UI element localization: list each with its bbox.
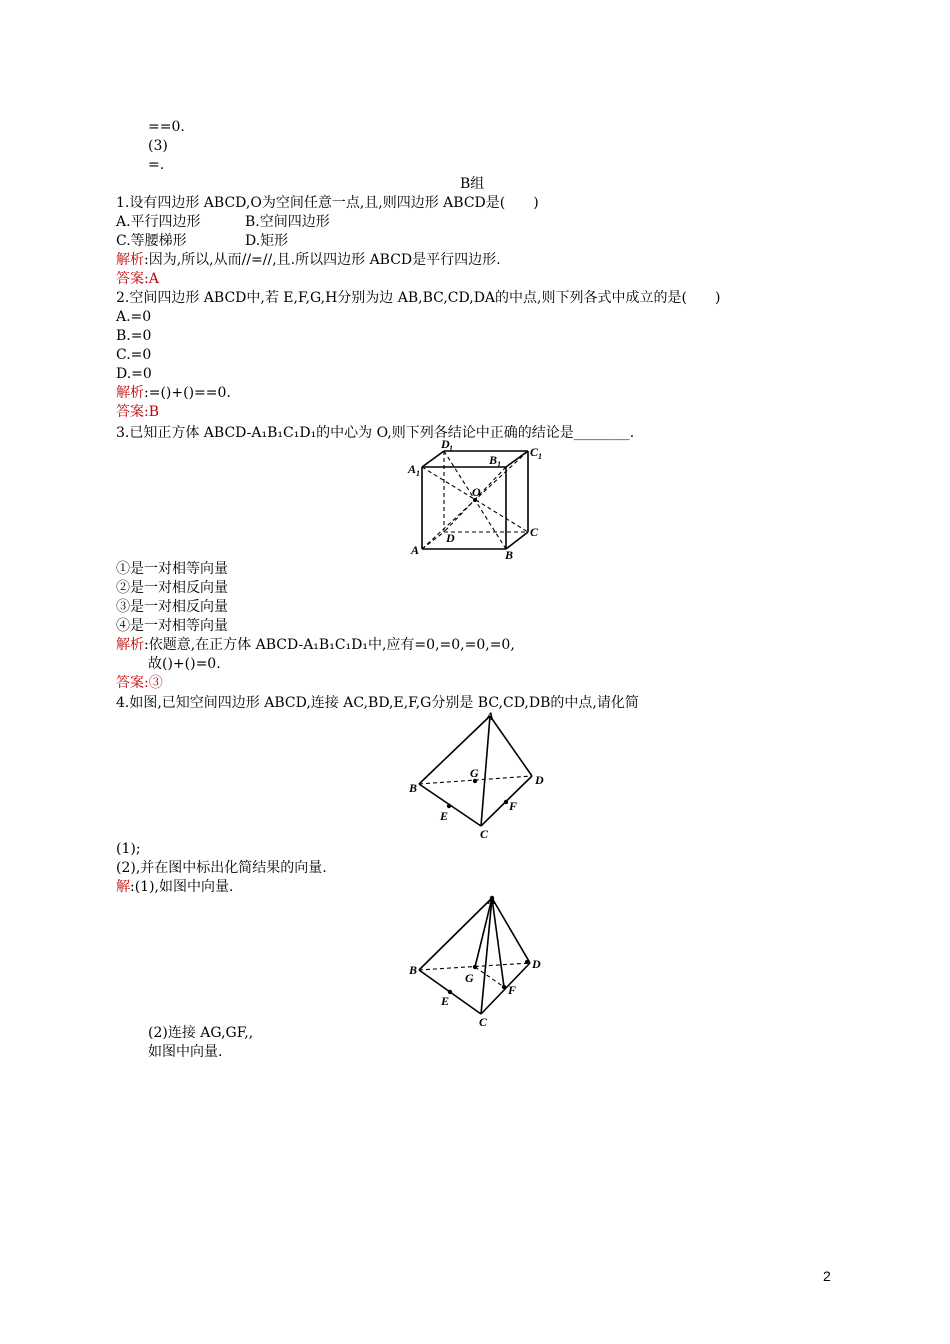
analysis-label: 解析 bbox=[116, 385, 144, 401]
q4-part-2: (2),并在图中标出化简结果的向量. bbox=[116, 860, 327, 876]
answer-text: :A bbox=[144, 271, 159, 287]
label-C1-sub: 1 bbox=[538, 452, 542, 461]
page-number: 2 bbox=[823, 1268, 831, 1284]
q1-option-c: C.等腰梯形 bbox=[116, 233, 187, 249]
label-C: C bbox=[480, 827, 489, 841]
q1-analysis bbox=[116, 251, 501, 270]
q2-option-d: D.=0 bbox=[116, 366, 152, 382]
q4-part-1: (1); bbox=[116, 841, 141, 857]
q3-stem: 3.已知正方体 ABCD-A₁B₁C₁D₁的中心为 O,则下列各结论中正确的结论是________. bbox=[116, 425, 635, 441]
q1-option-b: B.空间四边形 bbox=[245, 214, 330, 230]
q2-analysis bbox=[116, 384, 231, 403]
q2-option-b: B.=0 bbox=[116, 328, 152, 344]
label-O: O bbox=[472, 485, 481, 499]
label-C1: C bbox=[530, 445, 539, 459]
q2-option-a: A.=0 bbox=[116, 309, 152, 325]
q2-stem: 2.空间四边形 ABCD中,若 E,F,G,H分别为边 AB,BC,CD,DA的中点,则下列各式中成立的是( ) bbox=[116, 290, 721, 306]
cube-figure bbox=[400, 437, 550, 565]
q2-option-c: C.=0 bbox=[116, 347, 152, 363]
q1-option-d: D.矩形 bbox=[245, 233, 289, 249]
analysis-label: 解析 bbox=[116, 252, 144, 268]
answer-text: :③ bbox=[144, 675, 163, 691]
q3-answer bbox=[116, 674, 163, 693]
label-B: B bbox=[409, 781, 418, 795]
label-G: G bbox=[470, 766, 479, 780]
label-A: A bbox=[411, 543, 420, 557]
q3-analysis-2: 故()+()=0. bbox=[148, 656, 221, 672]
label-A1-sub: 1 bbox=[416, 469, 420, 478]
label-B1-sub: 1 bbox=[497, 460, 501, 469]
label-D1-sub: 1 bbox=[449, 444, 453, 453]
label-E: E bbox=[440, 809, 449, 823]
solution-label: 解 bbox=[116, 879, 130, 895]
label-E: E bbox=[441, 994, 450, 1008]
tetrahedron-figure-2 bbox=[405, 890, 550, 1029]
label-A1: A bbox=[408, 462, 417, 476]
q1-option-a: A.平行四边形 bbox=[116, 214, 201, 230]
q3-item-1: ①是一对相等向量 bbox=[116, 561, 228, 577]
analysis-text: :依题意,在正方体 ABCD-A₁B₁C₁D₁中,应有=0,=0,=0,=0, bbox=[144, 637, 515, 653]
q1-stem: 1.设有四边形 ABCD,O为空间任意一点,且,则四边形 ABCD是( ) bbox=[116, 195, 539, 211]
label-F: F bbox=[509, 799, 518, 813]
answer-label: 答案 bbox=[116, 404, 144, 420]
solution-text: :(1),如图中向量. bbox=[130, 879, 234, 895]
q4-stem: 4.如图,已知空间四边形 ABCD,连接 AC,BD,E,F,G分别是 BC,CD,DB的中点,请化简 bbox=[116, 695, 639, 711]
tetrahedron-figure-1 bbox=[405, 708, 550, 843]
group-title: B组 bbox=[460, 176, 485, 192]
q4-solution-2: (2)连接 AG,GF,, bbox=[148, 1025, 254, 1041]
top-line-1: ==0. bbox=[148, 119, 185, 135]
q3-item-2: ②是一对相反向量 bbox=[116, 580, 228, 596]
top-line-2: (3) bbox=[148, 138, 168, 154]
answer-label: 答案 bbox=[116, 675, 144, 691]
q4-solution-1 bbox=[116, 878, 233, 897]
label-D1: D bbox=[441, 437, 450, 451]
analysis-text: :=()+()==0. bbox=[144, 385, 231, 401]
label-B: B bbox=[409, 963, 418, 977]
label-G: G bbox=[465, 971, 474, 985]
top-line-3: =. bbox=[148, 157, 165, 173]
q4-solution-3: 如图中向量. bbox=[148, 1044, 223, 1060]
answer-label: 答案 bbox=[116, 271, 144, 287]
answer-text: :B bbox=[144, 404, 160, 420]
label-A: A bbox=[488, 893, 497, 907]
label-D: D bbox=[446, 531, 455, 545]
q3-item-3: ③是一对相反向量 bbox=[116, 599, 228, 615]
q3-analysis bbox=[116, 636, 515, 655]
label-A: A bbox=[486, 709, 495, 723]
label-B: B bbox=[505, 548, 514, 562]
q1-answer bbox=[116, 270, 159, 289]
label-B1: B bbox=[489, 453, 498, 467]
label-D: D bbox=[535, 773, 544, 787]
label-D: D bbox=[532, 957, 541, 971]
label-C: C bbox=[530, 525, 539, 539]
analysis-label: 解析 bbox=[116, 637, 144, 653]
q2-answer bbox=[116, 403, 159, 422]
label-C: C bbox=[479, 1015, 488, 1029]
q3-item-4: ④是一对相等向量 bbox=[116, 618, 228, 634]
analysis-text: :因为,所以,从而//=//,且.所以四边形 ABCD是平行四边形. bbox=[144, 252, 501, 268]
label-F: F bbox=[508, 983, 517, 997]
